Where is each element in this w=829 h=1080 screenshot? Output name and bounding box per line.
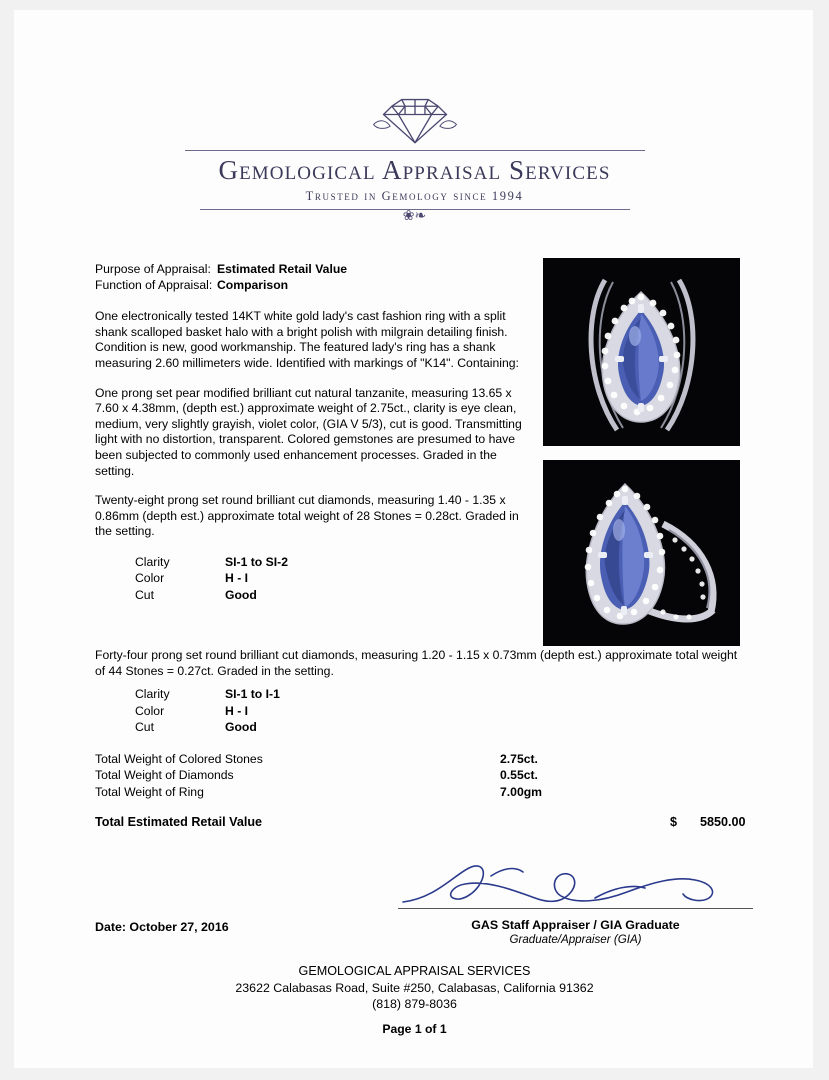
totals-label: Total Weight of Ring <box>95 784 204 799</box>
spec-value: Good <box>225 720 257 734</box>
purpose-row <box>95 262 525 278</box>
appraisal-date: Date: October 27, 2016 <box>95 920 229 934</box>
function-label: Function of Appraisal: <box>95 277 213 292</box>
spec-row <box>135 686 280 703</box>
spec-key: Cut <box>135 720 154 734</box>
totals-label: Total Weight of Diamonds <box>95 768 234 783</box>
spec-key: Color <box>135 703 165 718</box>
appraiser-title: GAS Staff Appraiser / GIA Graduate <box>471 918 680 932</box>
diamond-group-1-specs <box>135 554 525 604</box>
scan-edge-top <box>0 0 829 10</box>
spec-value: H - I <box>225 703 249 718</box>
spec-value: Good <box>225 587 257 602</box>
spec-row <box>135 554 525 571</box>
totals-value: 2.75ct. <box>500 752 538 766</box>
diamond-group-2-description: Forty-four prong set round brilliant cut diamonds, measuring 1.20 - 1.15 x 0.73mm (depth est.) approximate total weight of 44 Stones = 0.27ct. Graded in the setting. <box>95 648 738 678</box>
footer-address: 23622 Calabasas Road, Suite #250, Calabasas, California 91362 <box>235 980 594 995</box>
appraisal-body <box>95 262 525 603</box>
totals-value: 7.00gm <box>500 784 543 799</box>
spec-key: Color <box>135 571 165 586</box>
ring-description: One electronically tested 14KT white gold lady's cast fashion ring with a split shank scalloped basket halo with a bright polish with milgrain detailing finish. Condition is new, good workmanship. The featured lady's ring has a shank measuring 2.60 millimeters wide. Identified with markings of "K14". Containing: <box>95 309 519 370</box>
tanzanite-ring-top-view <box>543 258 740 446</box>
center-stone-description: One prong set pear modified brilliant cut natural tanzanite, measuring 13.65 x 7.60 x 4.38mm, (depth est.) approximate weight of 2.75ct., clarity is eye clean, medium, very slightly grayish, violet color, (GIA V 5/3), cut is good. Transmitting light with no distortion, transparent. Colored gemstones are presumed to have been subjected to commonly used enhancement processes. Graded in the setting. <box>95 385 522 478</box>
footer-page-number: Page 1 of 1 <box>382 1021 447 1036</box>
purpose-value: Estimated Retail Value <box>217 262 348 276</box>
brand-title: Gemological Appraisal Services <box>218 155 611 185</box>
diamond-group-2-specs <box>135 686 280 736</box>
totals-label: Total Weight of Colored Stones <box>95 752 263 766</box>
spec-value: H - I <box>225 571 249 586</box>
diamond-icon <box>365 88 465 146</box>
spec-key: Clarity <box>135 687 170 701</box>
function-row <box>95 278 525 294</box>
spec-row <box>135 703 280 720</box>
totals-row <box>95 751 655 767</box>
purpose-label: Purpose of Appraisal: <box>95 262 211 276</box>
signature-mark <box>395 858 755 914</box>
footer-phone: (818) 879-8036 <box>372 997 457 1011</box>
document-header <box>0 88 829 224</box>
tanzanite-ring-angled-view <box>543 460 740 646</box>
appraiser-credential: Graduate/Appraiser (GIA) <box>509 933 642 946</box>
header-rule-top <box>185 150 645 151</box>
spec-value: SI-1 to SI-2 <box>225 554 288 569</box>
spec-key: Clarity <box>135 554 170 569</box>
function-value: Comparison <box>217 277 289 292</box>
ring-photo-top <box>543 258 740 446</box>
ornament-flourish: ❀❧ <box>402 209 427 224</box>
totals-row <box>95 784 655 800</box>
grand-total-amount: 5850.00 <box>700 815 746 829</box>
spec-row <box>135 570 525 587</box>
grand-total-label: Total Estimated Retail Value <box>95 815 263 829</box>
footer-company: GEMOLOGICAL APPRAISAL SERVICES <box>298 964 531 978</box>
grand-total-currency: $ <box>670 815 678 829</box>
document-footer <box>0 963 829 1037</box>
scan-edge-bottom <box>0 1068 829 1080</box>
totals-row <box>95 767 655 783</box>
spec-row <box>135 719 280 736</box>
brand-subtitle: Trusted in Gemology since 1994 <box>305 189 524 203</box>
spec-value: SI-1 to I-1 <box>225 687 280 701</box>
grand-total-row <box>95 815 755 829</box>
signature-line <box>398 908 753 909</box>
ring-photo-bottom <box>543 460 740 646</box>
diamond-group-1-description: Twenty-eight prong set round brilliant cut diamonds, measuring 1.40 - 1.35 x 0.86mm (depth est.) approximate total weight of 28 Stones = 0.28ct. Graded in the setting. <box>95 493 519 539</box>
spec-row <box>135 587 525 604</box>
spec-key: Cut <box>135 587 154 602</box>
weight-totals <box>95 751 655 800</box>
totals-value: 0.55ct. <box>500 768 538 783</box>
